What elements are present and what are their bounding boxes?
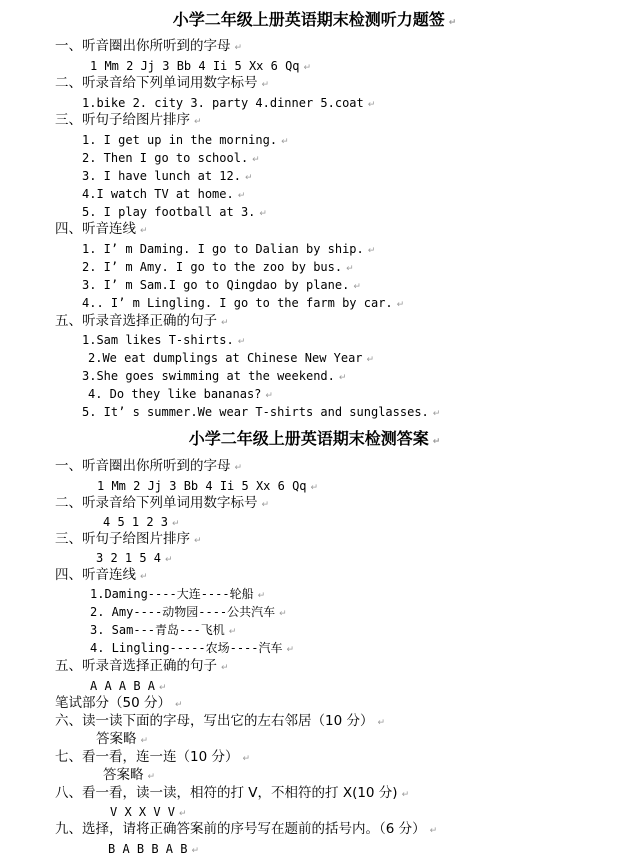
listening-line: 五、听录音选择正确的句子 ↵ [55, 313, 229, 329]
answer-line: 七、看一看，连一连（10 分） ↵ [55, 749, 251, 765]
listening-line: 四、听音连线 ↵ [55, 221, 148, 237]
listening-line: 5. I play football at 3. ↵ [82, 205, 267, 219]
listening-line: 2. I’ m Amy. I go to the zoo by bus. ↵ [82, 260, 354, 274]
answer-line: A A A B A ↵ [90, 679, 167, 693]
listening-line: 3.She goes swimming at the weekend. ↵ [82, 369, 347, 383]
listening-line: 2. Then I go to school. ↵ [82, 151, 260, 165]
listening-line: 3. I have lunch at 12. ↵ [82, 169, 253, 183]
listening-line: 一、听音圈出你所听到的字母 ↵ [55, 38, 243, 54]
answer-line: 答案略 ↵ [96, 731, 149, 747]
listening-line: 4.I watch TV at home. ↵ [82, 187, 246, 201]
answer-line: 3 2 1 5 4 ↵ [96, 551, 173, 565]
answer-line: 五、听录音选择正确的句子 ↵ [55, 658, 229, 674]
answer-line: 三、听句子给图片排序 ↵ [55, 531, 202, 547]
listening-line: 4.. I’ m Lingling. I go to the farm by car. ↵ [82, 296, 405, 310]
listening-line: 1.bike 2. city 3. party 4.dinner 5.coat ↵ [82, 96, 376, 110]
answer-line: 四、听音连线 ↵ [55, 567, 148, 583]
answer-line: 答案略 ↵ [103, 767, 156, 783]
answer-line: 九、选择，请将正确答案前的序号写在题前的括号内。（6 分） ↵ [55, 821, 438, 837]
answer-line: 笔试部分（50 分） ↵ [55, 695, 183, 711]
answer-line: 一、听音圈出你所听到的字母 ↵ [55, 458, 243, 474]
listening-line: 二、听录音给下列单词用数字标号 ↵ [55, 75, 270, 91]
answer-line: 4. Lingling-----农场----汽车 ↵ [90, 641, 295, 655]
listening-line: 1 Mm 2 Jj 3 Bb 4 Ii 5 Xx 6 Qq ↵ [90, 59, 312, 73]
listening-line: 1. I’ m Daming. I go to Dalian by ship. ↵ [82, 242, 376, 256]
listening-line: 1.Sam likes T-shirts. ↵ [82, 333, 246, 347]
answer-line: 4 5 1 2 3 ↵ [103, 515, 180, 529]
answer-line: 2. Amy----动物园----公共汽车 ↵ [90, 605, 287, 619]
listening-line: 4. Do they like bananas? ↵ [88, 387, 273, 401]
listening-line: 5. It’ s summer.We wear T-shirts and sunglasses. ↵ [82, 405, 441, 419]
answer-line: B A B B A B ↵ [108, 842, 200, 856]
listening-line: 1. I get up in the morning. ↵ [82, 133, 289, 147]
answer-line: 3. Sam---青岛---飞机 ↵ [90, 623, 237, 637]
answer-line: 1 Mm 2 Jj 3 Bb 4 Ii 5 Xx 6 Qq ↵ [97, 479, 319, 493]
answer-line: 八、看一看，读一读，相符的打 V，不相符的打 X(10 分) ↵ [55, 785, 410, 801]
answer-line: 六、读一读下面的字母，写出它的左右邻居（10 分） ↵ [55, 713, 386, 729]
answers-title: 小学二年级上册英语期末检测答案 ↵ [188, 429, 441, 448]
answer-line: 二、听录音给下列单词用数字标号 ↵ [55, 495, 270, 511]
listening-line: 3. I’ m Sam.I go to Qingdao by plane. ↵ [82, 278, 361, 292]
listening-line: 2.We eat dumplings at Chinese New Year ↵ [88, 351, 375, 365]
answer-line: V X X V V ↵ [110, 805, 187, 819]
answer-line: 1.Daming----大连----轮船 ↵ [90, 587, 266, 601]
listening-line: 三、听句子给图片排序 ↵ [55, 112, 202, 128]
listening-title: 小学二年级上册英语期末检测听力题签 ↵ [172, 10, 457, 29]
